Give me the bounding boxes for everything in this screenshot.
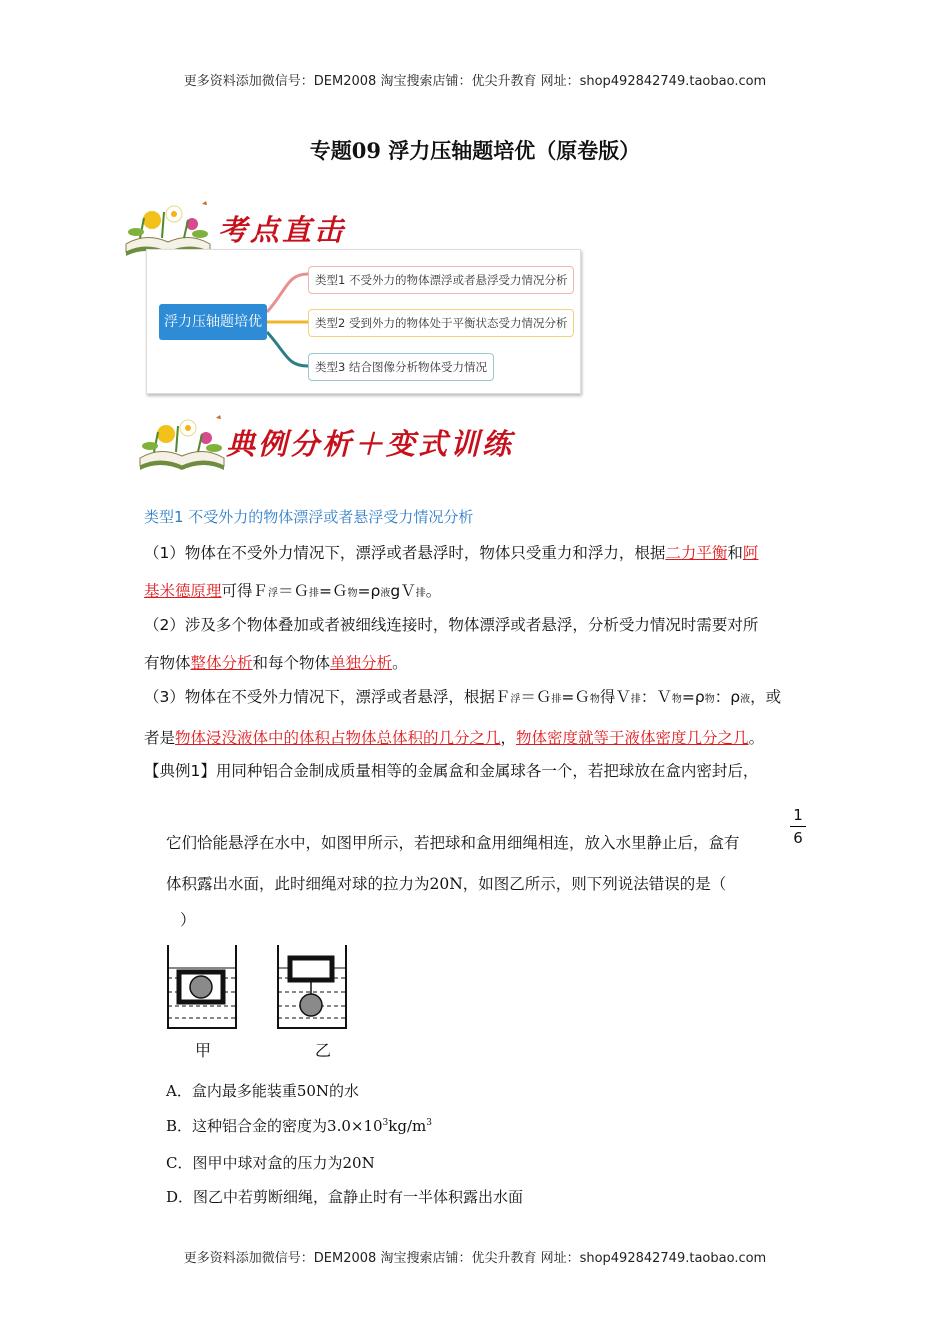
p1-highlight-balance: 二力平衡 <box>665 544 728 562</box>
p3-text-d: 得Ｖ <box>599 688 631 706</box>
p3-end: 。 <box>748 729 765 747</box>
p3-sub-3: 物 <box>589 694 600 705</box>
example1-tag: 【典例1】 <box>144 762 216 780</box>
p1-text-b: 和 <box>727 544 743 562</box>
banner-kaodian-text: 考点直击 <box>218 213 347 247</box>
p1-highlight-archimedes-2: 基米德原理 <box>144 582 222 600</box>
mindmap-node-1: 类型1 不受外力的物体漂浮或者悬浮受力情况分析 <box>308 266 574 294</box>
p3-sub-5: 物 <box>671 694 682 705</box>
container-jia <box>168 945 236 1028</box>
mindmap-root: 浮力压轴题培优 <box>159 304 267 340</box>
example1-line3: 体积露出水面，此时细绳对球的拉力为20N，如图乙所示，则下列说法错误的是（ <box>166 875 727 893</box>
p3-text-f: =ρ <box>681 688 705 706</box>
type1-title: 类型1 不受外力的物体漂浮或者悬浮受力情况分析 <box>144 508 474 526</box>
fraction-numerator: 1 <box>793 806 803 824</box>
p3-text-c: =Ｇ <box>561 688 590 706</box>
p2-text-b: 有物体 <box>144 654 191 672</box>
p3-highlight-density: 物体密度就等于液体密度几分之几 <box>516 729 749 747</box>
mindmap <box>146 249 581 394</box>
p3-text-i: 者是 <box>144 729 176 747</box>
option-c: C．图甲中球对盒的压力为20N <box>166 1154 375 1172</box>
p1-sub-ye: 液 <box>380 588 391 599</box>
page-header: 更多资料添加微信号：DEM2008 淘宝搜索店铺：优尖升教育 网址：shop492842749.taobao.com <box>183 74 767 89</box>
p3-sub-7: 液 <box>740 694 751 705</box>
p2-text-a: （2）涉及多个物体叠加或者被细线连接时，物体漂浮或者悬浮，分析受力情况时需要对所 <box>144 616 759 634</box>
p3-text-h: ，或 <box>750 688 782 706</box>
paragraph-2 <box>144 606 824 682</box>
example1-line1 <box>144 759 758 781</box>
p1-sub-fu: 浮 <box>268 588 279 599</box>
fraction-denominator: 6 <box>793 829 803 847</box>
p3-text-j: ， <box>500 729 517 747</box>
p1-formula-g: ＝Ｇ <box>278 582 310 600</box>
p1-formula-rho: =ρ <box>357 582 381 600</box>
p3-text-b: ＝Ｇ <box>520 688 552 706</box>
example1-line4: ） <box>180 911 196 929</box>
option-b <box>166 1115 432 1136</box>
p1-sub-wu: 物 <box>347 588 358 599</box>
p1-formula-gv: gＶ <box>390 582 416 600</box>
p1-text-a: （1）物体在不受外力情况下，漂浮或者悬浮时，物体只受重力和浮力，根据 <box>144 544 666 562</box>
p1-sub-pai2: 排 <box>415 588 426 599</box>
container-yi <box>278 945 346 1028</box>
p1-end: 。 <box>425 582 442 600</box>
p3-text-g: ：ρ <box>714 688 741 706</box>
figure-containers <box>165 942 355 1066</box>
p3-text-a: （3）物体在不受外力情况下，漂浮或者悬浮，根据Ｆ <box>144 688 511 706</box>
p2-highlight-single: 单独分析 <box>330 654 393 672</box>
option-d: D．图乙中若剪断细绳，盒静止时有一半体积露出水面 <box>166 1188 524 1206</box>
option-b-sup2: 3 <box>426 1118 432 1128</box>
mindmap-node-3: 类型3 结合图像分析物体受力情况 <box>308 353 494 381</box>
figure-label-yi: 乙 <box>315 1041 332 1060</box>
example1-text-1: 用同种铝合金制成质量相等的金属盒和金属球各一个，若把球放在盒内密封后， <box>215 762 759 780</box>
option-a: A．盒内最多能装重50N的水 <box>166 1082 360 1100</box>
p3-sub-6: 物 <box>704 694 715 705</box>
p3-highlight-volume: 物体浸没液体中的体积占物体总体积的几分之几 <box>175 729 501 747</box>
paragraph-1 <box>144 534 824 613</box>
p3-sub-4: 排 <box>630 694 641 705</box>
book-flower-icon <box>136 412 228 472</box>
page-footer: 更多资料添加微信号：DEM2008 淘宝搜索店铺：优尖升教育 网址：shop492842749.taobao.com <box>183 1251 767 1266</box>
banner-dianli-text: 典例分析＋变式训练 <box>226 427 515 461</box>
fraction-one-sixth <box>790 806 806 847</box>
p1-highlight-archimedes-1: 阿 <box>742 544 759 562</box>
p1-formula-gwu: =Ｇ <box>319 582 348 600</box>
mindmap-node-2: 类型2 受到外力的物体处于平衡状态受力情况分析 <box>308 309 574 337</box>
page-title: 专题09 浮力压轴题培优（原卷版） <box>309 138 641 163</box>
p2-highlight-whole: 整体分析 <box>190 654 253 672</box>
p2-end: 。 <box>392 654 408 672</box>
banner-dianli <box>136 412 616 474</box>
option-b-sup1: 3 <box>382 1118 389 1128</box>
figure-label-jia: 甲 <box>195 1041 212 1060</box>
p3-text-e: ：Ｖ <box>640 688 672 706</box>
option-b-unit: kg/m <box>388 1117 427 1135</box>
paragraph-3 <box>144 678 824 757</box>
example1-line2: 它们恰能悬浮在水中，如图甲所示，若把球和盒用细绳相连，放入水里静止后，盒有 <box>166 834 740 852</box>
p2-text-c: 和每个物体 <box>252 654 331 672</box>
p3-sub-2: 排 <box>551 694 562 705</box>
p1-formula-f: 可得Ｆ <box>221 582 269 600</box>
p3-sub-1: 浮 <box>510 694 521 705</box>
option-b-text: B．这种铝合金的密度为3.0×10 <box>166 1117 383 1135</box>
p1-sub-pai: 排 <box>309 588 320 599</box>
